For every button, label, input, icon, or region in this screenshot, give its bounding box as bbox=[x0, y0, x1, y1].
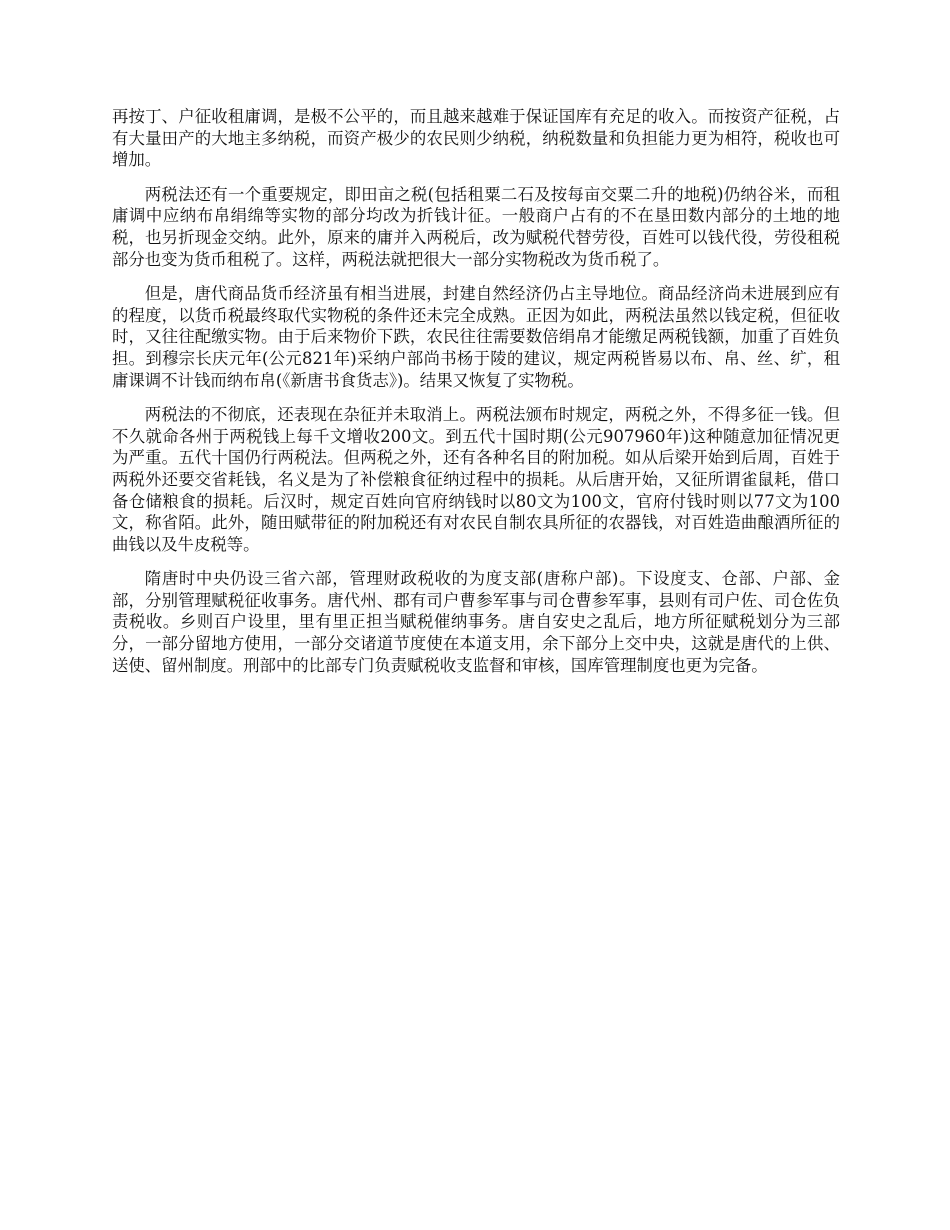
paragraph-1: 再按丁、户征收租庸调，是极不公平的，而且越来越难于保证国库有充足的收入。而按资产征税，占有大量田产的大地主多纳税，而资产极少的农民则少纳税，纳税数量和负担能力更为相符，税收也可增加。 bbox=[112, 107, 840, 170]
paragraph-3: 但是，唐代商品货币经济虽有相当进展，封建自然经济仍占主导地位。商品经济尚未进展到应有的程度，以货币税最终取代实物税的条件还未完全成熟。正因为如此，两税法虽然以钱定税，但征收时，又往往配缴实物。由于后来物价下跌，农民往往需要数倍绢帛才能缴足两税钱额，加重了百姓负担。到穆宗长庆元年(公元821年)采纳户部尚书杨于陵的建议，规定两税皆易以布、帛、丝、纩，租庸课调不计钱而纳布帛(《新唐书食货志》)。结果又恢复了实物税。 bbox=[112, 284, 840, 390]
paragraph-5: 隋唐时中央仍设三省六部，管理财政税收的为度支部(唐称户部)。下设度支、仓部、户部、金部，分别管理赋税征收事务。唐代州、郡有司户曹参军事与司仓曹参军事，县则有司户佐、司仓佐负责税收。乡则百户设里，里有里正担当赋税催纳事务。唐自安史之乱后，地方所征赋税划分为三部分，一部分留地方使用，一部分交诸道节度使在本道支用，余下部分上交中央，这就是唐代的上供、送使、留州制度。刑部中的比部专门负责赋税收支监督和审核，国库管理制度也更为完备。 bbox=[112, 569, 840, 675]
document-page bbox=[112, 106, 840, 689]
paragraph-4: 两税法的不彻底，还表现在杂征并未取消上。两税法颁布时规定，两税之外，不得多征一钱。但不久就命各州于两税钱上每千文增收200文。到五代十国时期(公元907960年)这种随意加征情况更为严重。五代十国仍行两税法。但两税之外，还有各种名目的附加税。如从后梁开始到后周，百姓于两税外还要交省耗钱，名义是为了补偿粮食征纳过程中的损耗。从后唐开始，又征所谓雀鼠耗，借口备仓储粮食的损耗。后汉时，规定百姓向官府纳钱时以80文为100文，官府付钱时则以77文为100文，称省陌。此外，随田赋带征的附加税还有对农民自制农具所征的农器钱，对百姓造曲酿酒所征的曲钱以及牛皮税等。 bbox=[112, 405, 840, 554]
paragraph-2: 两税法还有一个重要规定，即田亩之税(包括租粟二石及按每亩交粟二升的地税)仍纳谷米，而租庸调中应纳布帛绢绵等实物的部分均改为折钱计征。一般商户占有的不在垦田数内部分的土地的地税，也另折现金交纳。此外，原来的庸并入两税后，改为赋税代替劳役，百姓可以钱代役，劳役租税部分也变为货币租税了。这样，两税法就把很大一部分实物税改为货币税了。 bbox=[112, 184, 840, 269]
